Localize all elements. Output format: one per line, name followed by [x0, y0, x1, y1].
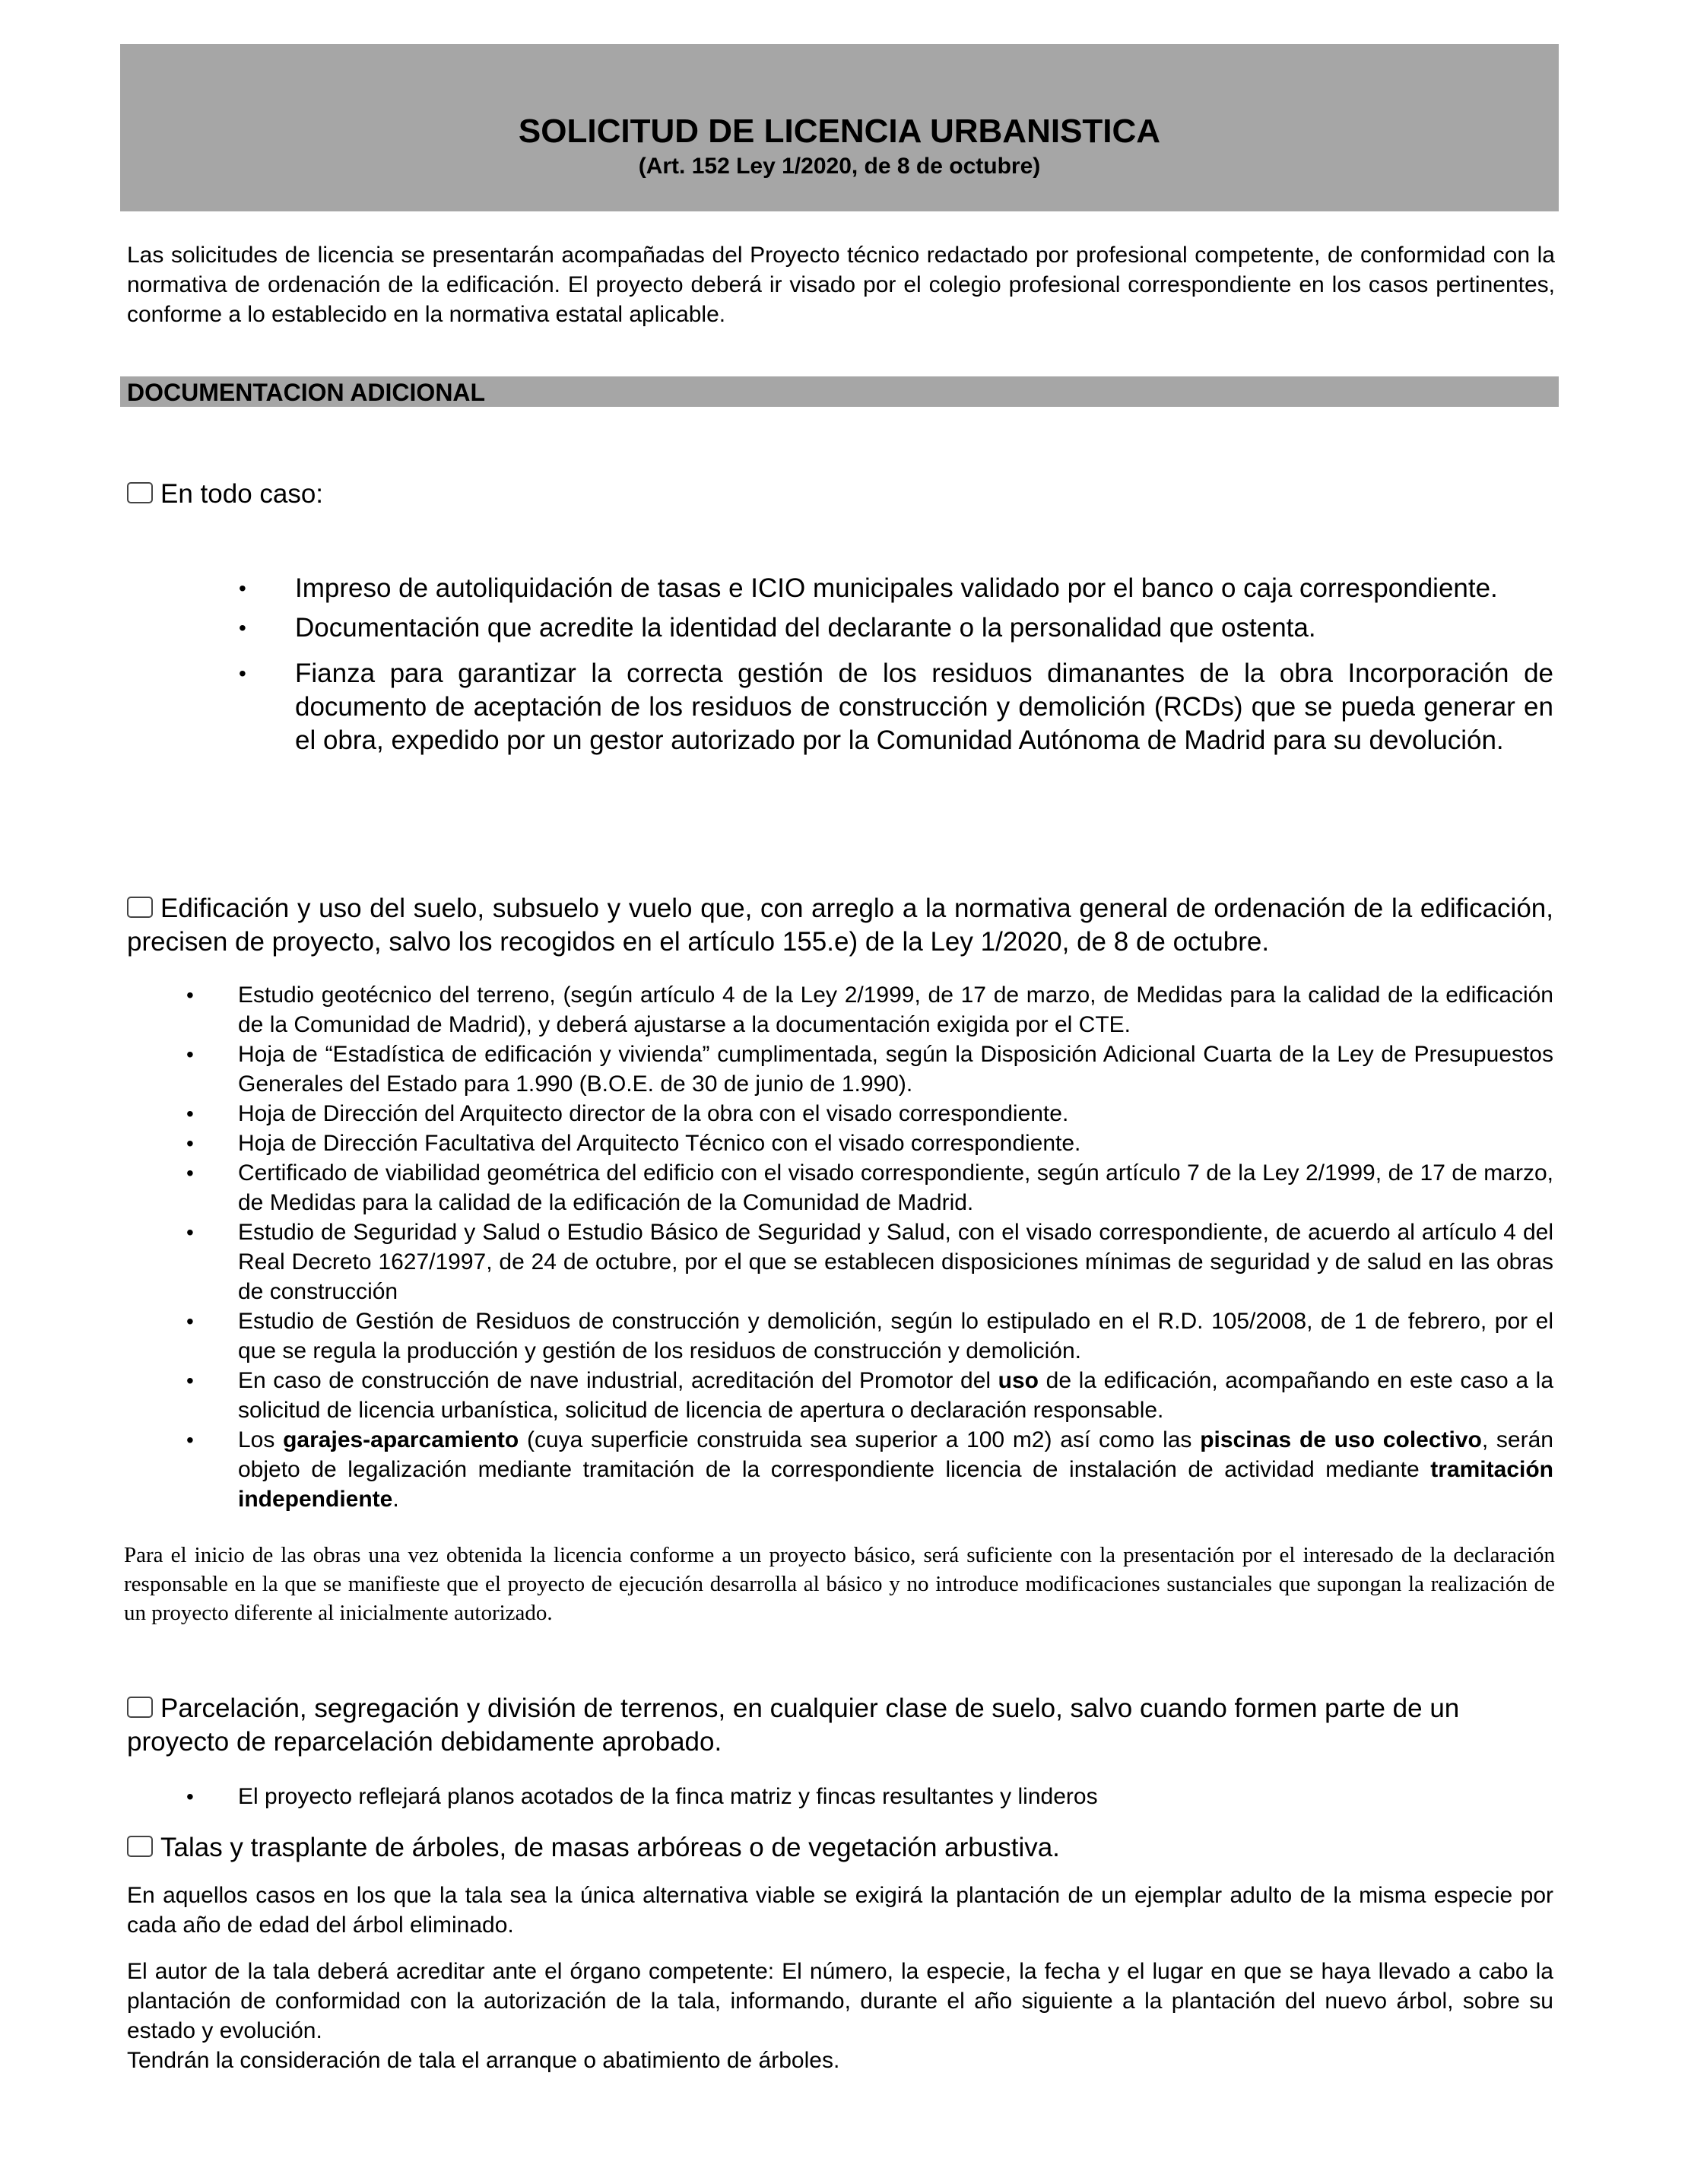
list-item: • El proyecto reflejará planos acotados de la finca matriz y fincas resultantes y linderos [238, 1782, 1553, 1811]
checkbox[interactable] [127, 897, 153, 918]
list-item: • Impreso de autoliquidación de tasas e ICIO municipales validado por el banco o caja correspondiente. [295, 572, 1553, 605]
bullet-icon: • [186, 1309, 194, 1333]
list-item: • Certificado de viabilidad geométrica del edificio con el visado correspondiente, según artículo 7 de la Ley 2/1999, de 17 de marzo, de Medidas para la calidad de la edificación de la Comunidad de Madrid. [238, 1158, 1553, 1217]
list-item: • Hoja de “Estadística de edificación y vivienda” cumplimentada, según la Disposición Adicional Cuarta de la Ley de Presupuestos Generales del Estado para 1.990 (B.O.E. de 30 de junio de 1.990). [238, 1040, 1553, 1099]
section-title: DOCUMENTACION ADICIONAL [127, 379, 486, 406]
list-item: • Fianza para garantizar la correcta gestión de los residuos dimanantes de la obra Incorporación de documento de aceptación de los residuos de construcción y demolición (RCDs) que se pueda generar en el obra, expedido por un gestor autorizado por la Comunidad Autónoma de Madrid para su devolución. [239, 659, 1553, 755]
talas-paragraph-1: En aquellos casos en los que la tala sea la única alternativa viable se exigirá la plantación de un ejemplar adulto de la misma especie por cada año de edad del árbol eliminado. [127, 1883, 1553, 1938]
header-banner [120, 44, 1559, 211]
edificacion-option[interactable] [127, 892, 1553, 959]
checkbox[interactable] [127, 1697, 153, 1718]
bullet-icon: • [186, 1132, 194, 1155]
bullet-icon: • [239, 662, 246, 685]
todo-caso-option[interactable] [127, 478, 323, 511]
todo-caso-label: En todo caso: [160, 479, 324, 509]
bullet-icon: • [186, 1221, 194, 1244]
edificacion-list [186, 980, 1554, 1514]
talas-paragraph-2: El autor de la tala deberá acreditar ante el órgano competente: El número, la especie, la fecha y el lugar en que se haya llevado a cabo la plantación de conformidad con la autorización de la tala, informando, durante el año siguiente a la plantación del nuevo árbol, sobre su estado y evolución. [127, 1959, 1553, 2043]
page-title: SOLICITUD DE LICENCIA URBANISTICA [518, 113, 1161, 150]
list-item: • Estudio de Gestión de Residuos de construcción y demolición, según lo estipulado en el R.D. 105/2008, de 1 de febrero, por el que se regula la producción y gestión de los residuos de construcción y demolición. [238, 1306, 1553, 1366]
bullet-icon: • [186, 1428, 194, 1452]
bullet-icon: • [186, 1102, 194, 1125]
talas-label: Talas y trasplante de árboles, de masas arbóreas o de vegetación arbustiva. [160, 1833, 1060, 1862]
list-item: • Documentación que acredite la identidad del declarante o la personalidad que ostenta. [295, 611, 1553, 645]
bullet-icon: • [186, 983, 194, 1007]
parcelacion-label: Parcelación, segregación y división de terrenos, en cualquier clase de suelo, salvo cuando formen parte de un proyecto de reparcelación debidamente aprobado. [127, 1694, 1460, 1757]
bullet-icon: • [186, 1369, 194, 1392]
edificacion-label: Edificación y uso del suelo, subsuelo y vuelo que, con arreglo a la normativa general de ordenación de la edificación, precisen de proyecto, salvo los recogidos en el artículo 155.e) de la Ley 1/2020, de 8 de octubre. [127, 894, 1553, 957]
parcelacion-list [186, 1782, 1553, 1811]
bullet-icon: • [186, 1043, 194, 1066]
checkbox[interactable] [127, 1836, 153, 1857]
checkbox[interactable] [127, 482, 153, 503]
page-subtitle: (Art. 152 Ley 1/2020, de 8 de octubre) [638, 154, 1041, 179]
parcelacion-option[interactable] [127, 1692, 1553, 1759]
list-item: • Los garajes-aparcamiento (cuya superficie construida sea superior a 100 m2) así como las piscinas de uso colectivo, serán objeto de legalización mediante tramitación de la correspondiente licencia de instalación de actividad mediante tramitación independiente. [238, 1425, 1553, 1514]
list-item: • En caso de construcción de nave industrial, acreditación del Promotor del uso de la edificación, acompañando en este caso a la solicitud de licencia urbanística, solicitud de licencia de apertura o declaración responsable. [238, 1366, 1553, 1425]
bullet-icon: • [186, 1161, 194, 1185]
proyecto-basico-note: Para el inicio de las obras una vez obtenida la licencia conforme a un proyecto básico, será suficiente con la presentación por el interesado de la declaración responsable en la que se manifieste que el proyecto de ejecución desarrolla al básico y no introduce modificaciones sustanciales que supongan la realización de un proyecto diferente al inicialmente autorizado. [124, 1543, 1555, 1625]
talas-option[interactable] [127, 1831, 1060, 1865]
bullet-icon: • [239, 576, 246, 600]
list-item: • Hoja de Dirección del Arquitecto director de la obra con el visado correspondiente. [238, 1099, 1553, 1129]
bullet-icon: • [186, 1785, 194, 1808]
bullet-icon: • [239, 616, 246, 640]
section-header [120, 376, 1559, 407]
list-item: • Estudio de Seguridad y Salud o Estudio Básico de Seguridad y Salud, con el visado correspondiente, de acuerdo al artículo 4 del Real Decreto 1627/1997, de 24 de octubre, por el que se establecen disposiciones mínimas de seguridad y de salud en las obras de construcción [238, 1217, 1553, 1306]
talas-paragraph-3: Tendrán la consideración de tala el arranque o abatimiento de árboles. [127, 2048, 840, 2073]
list-item: • Estudio geotécnico del terreno, (según artículo 4 de la Ley 2/1999, de 17 de marzo, de Medidas para la calidad de la edificación de la Comunidad de Madrid), y deberá ajustarse a la documentación exigida por el CTE. [238, 980, 1553, 1040]
intro-paragraph: Las solicitudes de licencia se presentarán acompañadas del Proyecto técnico redactado por profesional competente, de conformidad con la normativa de ordenación de la edificación. El proyecto deberá ir visado por el colegio profesional correspondiente en los casos pertinentes, conforme a lo establecido en la normativa estatal aplicable. [127, 243, 1555, 327]
list-item: • Hoja de Dirección Facultativa del Arquitecto Técnico con el visado correspondiente. [238, 1129, 1553, 1158]
todo-caso-list [239, 572, 1553, 757]
